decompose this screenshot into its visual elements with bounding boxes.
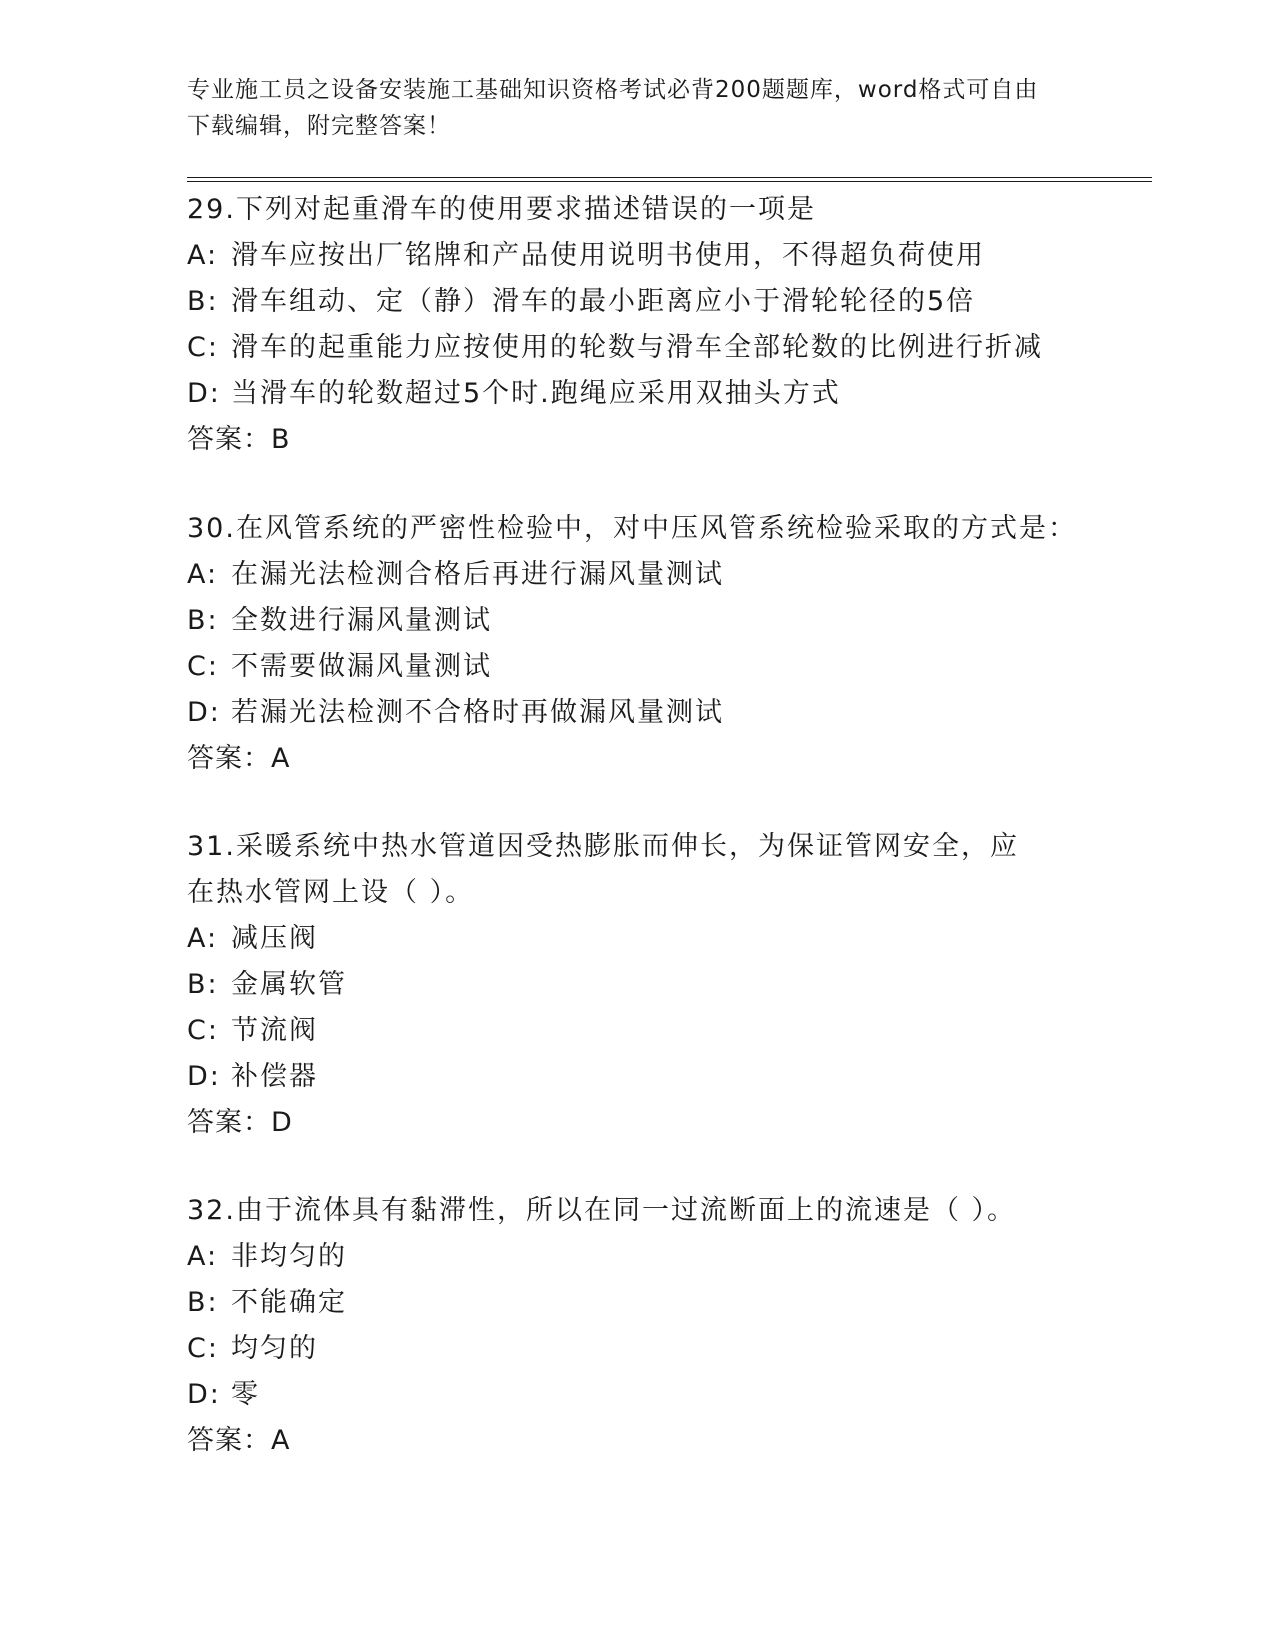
option-key: A:: [187, 240, 219, 271]
option-text: 滑车应按出厂铭牌和产品使用说明书使用，不得超负荷使用: [231, 240, 985, 271]
option-key: D:: [187, 697, 221, 728]
answer-line: 答案：D: [187, 1107, 293, 1138]
option-b: [187, 598, 1087, 644]
option-key: D:: [187, 1061, 221, 1092]
option-text: 当滑车的轮数超过5个时.跑绳应采用双抽头方式: [231, 378, 841, 409]
answer-line: 答案：A: [187, 743, 291, 774]
option-c: [187, 1008, 1087, 1054]
option-key: D:: [187, 378, 221, 409]
option-d: [187, 1054, 1087, 1100]
question-text: 31.采暖系统中热水管道因受热膨胀而伸长，为保证管网安全，应在热水管网上设（ ）。: [187, 831, 1019, 908]
option-c: [187, 644, 1087, 690]
option-key: C:: [187, 1015, 219, 1046]
option-key: D:: [187, 1379, 221, 1410]
option-text: 金属软管: [231, 969, 347, 1000]
question-30: [187, 506, 1087, 782]
header-divider-bottom: [187, 181, 1152, 182]
option-text: 不能确定: [231, 1287, 347, 1318]
option-text: 零: [231, 1379, 260, 1410]
option-key: C:: [187, 651, 219, 682]
header-line-1: 专业施工员之设备安装施工基础知识资格考试必背200题题库，word格式可自由: [187, 77, 1039, 103]
option-text: 若漏光法检测不合格时再做漏风量测试: [231, 697, 724, 728]
option-c: [187, 1326, 1087, 1372]
question-text: 29.下列对起重滑车的使用要求描述错误的一项是: [187, 194, 816, 225]
question-text: 30.在风管系统的严密性检验中，对中压风管系统检验采取的方式是：: [187, 513, 1077, 544]
option-text: 不需要做漏风量测试: [231, 651, 492, 682]
header-line-2: 下载编辑，附完整答案！: [187, 113, 451, 139]
option-key: A:: [187, 559, 219, 590]
option-key: C:: [187, 1333, 219, 1364]
option-key: B:: [187, 1287, 219, 1318]
option-text: 全数进行漏风量测试: [231, 605, 492, 636]
question-31: [187, 824, 1087, 1146]
option-b: [187, 962, 1087, 1008]
option-text: 均匀的: [231, 1333, 318, 1364]
option-a: [187, 916, 1087, 962]
question-32: [187, 1188, 1087, 1464]
option-a: [187, 233, 1087, 279]
option-d: [187, 371, 1087, 417]
header-divider-top: [187, 177, 1152, 178]
option-key: A:: [187, 923, 219, 954]
option-b: [187, 1280, 1087, 1326]
question-29: [187, 187, 1087, 463]
option-a: [187, 1234, 1087, 1280]
option-text: 滑车组动、定（静）滑车的最小距离应小于滑轮轮径的5倍: [231, 286, 976, 317]
option-key: B:: [187, 605, 219, 636]
document-header: [187, 72, 1087, 144]
option-d: [187, 1372, 1087, 1418]
option-d: [187, 690, 1087, 736]
question-text: 32.由于流体具有黏滞性，所以在同一过流断面上的流速是（ ）。: [187, 1195, 1017, 1226]
option-text: 节流阀: [231, 1015, 318, 1046]
option-text: 滑车的起重能力应按使用的轮数与滑车全部轮数的比例进行折减: [231, 332, 1043, 363]
option-a: [187, 552, 1087, 598]
option-text: 减压阀: [231, 923, 318, 954]
option-text: 非均匀的: [231, 1241, 347, 1272]
answer-line: 答案：A: [187, 1425, 291, 1456]
option-text: 在漏光法检测合格后再进行漏风量测试: [231, 559, 724, 590]
answer-line: 答案：B: [187, 424, 291, 455]
option-key: B:: [187, 969, 219, 1000]
option-key: B:: [187, 286, 219, 317]
option-b: [187, 279, 1087, 325]
option-key: C:: [187, 332, 219, 363]
option-c: [187, 325, 1087, 371]
option-text: 补偿器: [231, 1061, 318, 1092]
option-key: A:: [187, 1241, 219, 1272]
